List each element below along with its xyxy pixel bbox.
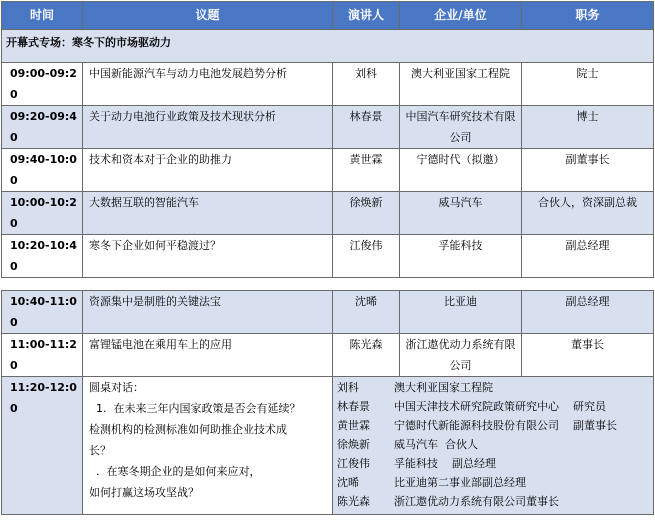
- speaker-cell: 徐焕新: [333, 192, 400, 235]
- title-cell: 副董事长: [522, 149, 654, 192]
- topic-cell: 资源集中是制胜的关键法宝: [83, 291, 333, 334]
- title-cell: 院士: [522, 63, 654, 106]
- title-cell: 合伙人，资深副总裁: [522, 192, 654, 235]
- participant: [337, 454, 649, 473]
- company-cell: 浙江遨优动力系统有限公司: [400, 334, 522, 377]
- roundtable-line: . 在寒冬期企业的是如何来应对，: [89, 465, 261, 478]
- table-row: [2, 63, 654, 106]
- time-cell: 09:20-09:40: [2, 106, 83, 149]
- speaker-cell: 刘科: [333, 63, 400, 106]
- participant-speaker: 沈晞: [337, 476, 359, 489]
- participant: [337, 378, 649, 397]
- participant-speaker: 林春景: [337, 400, 370, 413]
- table-row: [2, 291, 654, 334]
- time-cell: 11:00-11:20: [2, 334, 83, 377]
- time-cell: 09:40-10:00: [2, 149, 83, 192]
- company-cell: 中国汽车研究技术有限公司: [400, 106, 522, 149]
- time-cell: 09:00-09:20: [2, 63, 83, 106]
- topic-cell: 富锂锰电池在乘用车上的应用: [83, 334, 333, 377]
- table-row: [2, 106, 654, 149]
- participant-info: 威马汽车 合伙人: [394, 438, 478, 451]
- participant-info: 中国天津技术研究院政策研究中心 研究员: [394, 400, 606, 413]
- roundtable-line: 圆桌对话：: [89, 381, 144, 394]
- topic-cell: 大数据互联的智能汽车: [83, 192, 333, 235]
- header-company: 企业/单位: [400, 2, 522, 30]
- title-cell: 博士: [522, 106, 654, 149]
- roundtable-line: 长？: [89, 444, 111, 457]
- participant-info: 澳大利亚国家工程院: [394, 381, 493, 394]
- table-row: [2, 192, 654, 235]
- company-cell: 威马汽车: [400, 192, 522, 235]
- roundtable-line: 如何打赢这场攻坚战？: [89, 486, 199, 499]
- session-row: [2, 30, 654, 63]
- time-cell: 11:20-12:00: [2, 377, 83, 515]
- topic-cell: 中国新能源汽车与动力电池发展趋势分析: [83, 63, 333, 106]
- participant-info: 孚能科技 副总经理: [394, 457, 496, 470]
- title-cell: 副总经理: [522, 235, 654, 278]
- participant-speaker: 陈光森: [337, 495, 370, 508]
- company-cell: 澳大利亚国家工程院: [400, 63, 522, 106]
- participant-info: 比亚迪第二事业部副总经理: [394, 476, 526, 489]
- speaker-cell: 江俊伟: [333, 235, 400, 278]
- speaker-cell: 林春景: [333, 106, 400, 149]
- time-cell: 10:20-10:40: [2, 235, 83, 278]
- company-cell: 比亚迪: [400, 291, 522, 334]
- time-cell: 10:40-11:00: [2, 291, 83, 334]
- roundtable-line: 检测机构的检测标准如何助推企业技术成: [89, 423, 287, 436]
- header-speaker: 演讲人: [333, 2, 400, 30]
- agenda-table: [1, 1, 654, 278]
- header-time: 时间: [2, 2, 83, 30]
- participant: [337, 435, 649, 454]
- topic-cell: 寒冬下企业如何平稳渡过？: [83, 235, 333, 278]
- participant: [337, 416, 649, 435]
- participant-speaker: 徐焕新: [337, 438, 370, 451]
- roundtable-row: [2, 377, 654, 515]
- roundtable-line: 1. 在未来三年内国家政策是否会有延续？: [89, 402, 301, 415]
- company-cell: 宁德时代（拟邀）: [400, 149, 522, 192]
- topic-cell: 技术和资本对于企业的助推力: [83, 149, 333, 192]
- participant-info: 浙江遨优动力系统有限公司董事长: [394, 495, 559, 508]
- participant: [337, 473, 649, 492]
- time-cell: 10:00-10:20: [2, 192, 83, 235]
- speaker-cell: 沈晞: [333, 291, 400, 334]
- session-title: 开幕式专场：寒冬下的市场驱动力: [2, 30, 654, 63]
- participant: [337, 397, 649, 416]
- header-topic: 议题: [83, 2, 333, 30]
- participant-speaker: 江俊伟: [337, 457, 370, 470]
- participant-info: 宁德时代新能源科技股份有限公司 副董事长: [394, 419, 617, 432]
- speaker-cell: 陈光森: [333, 334, 400, 377]
- table-row: [2, 235, 654, 278]
- title-cell: 董事长: [522, 334, 654, 377]
- participant-speaker: 刘科: [337, 381, 359, 394]
- participant-speaker: 黄世霖: [337, 419, 370, 432]
- header-title: 职务: [522, 2, 654, 30]
- roundtable-participants: [333, 377, 654, 515]
- roundtable-topic: [83, 377, 333, 515]
- table-row: [2, 149, 654, 192]
- agenda-table-continued: [1, 290, 654, 515]
- speaker-cell: 黄世霖: [333, 149, 400, 192]
- participant: [337, 492, 649, 511]
- company-cell: 孚能科技: [400, 235, 522, 278]
- title-cell: 副总经理: [522, 291, 654, 334]
- header-row: [2, 2, 654, 30]
- topic-cell: 关于动力电池行业政策及技术现状分析: [83, 106, 333, 149]
- table-row: [2, 334, 654, 377]
